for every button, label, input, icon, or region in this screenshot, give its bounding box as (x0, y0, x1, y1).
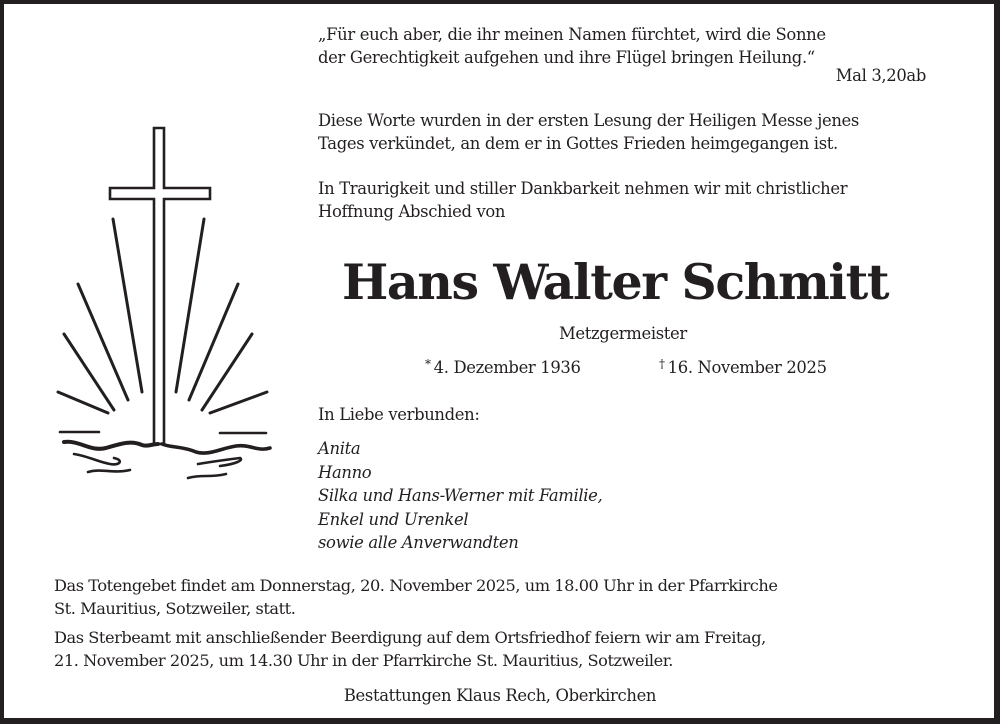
service-line: St. Mauritius, Sotzweiler, statt. (54, 599, 296, 618)
mourner-name: sowie alle Anverwandten (318, 533, 519, 552)
intro-line: Hoffnung Abschied von (318, 202, 506, 221)
service-line: Das Sterbeamt mit anschließender Beerdigung auf dem Ortsfriedhof feiern wir am Freitag, (54, 628, 766, 647)
intro-paragraph-1 (318, 109, 859, 155)
mourner-name: Anita (318, 439, 361, 458)
dagger-icon: † (659, 357, 665, 371)
deceased-name: Hans Walter Schmitt (342, 253, 889, 311)
intro-line: Tages verkündet, an dem er in Gottes Frieden heimgegangen ist. (318, 134, 838, 153)
mourners-heading: In Liebe verbunden: (318, 405, 480, 424)
service-line: 21. November 2025, um 14.30 Uhr in der Pfarrkirche St. Mauritius, Sotzweiler. (54, 651, 673, 670)
mourner-name: Enkel und Urenkel (318, 509, 469, 529)
funeral-service-info (54, 626, 766, 672)
quote-line: „Für euch aber, die ihr meinen Namen fürchtet, wird die Sonne (318, 25, 826, 44)
mourners-list (318, 437, 602, 555)
mourner-name: Silka und Hans-Werner mit Familie, (318, 486, 603, 505)
service-line: Das Totengebet findet am Donnerstag, 20. November 2025, um 18.00 Uhr in der Pfarrkirche (54, 576, 778, 595)
death-date-value: 16. November 2025 (667, 358, 827, 377)
bible-quote (318, 23, 826, 69)
prayer-service-info (54, 574, 778, 620)
birth-symbol: * (425, 357, 431, 371)
undertaker: Bestattungen Klaus Rech, Oberkirchen (343, 686, 657, 705)
birth-date (425, 353, 581, 379)
quote-reference: Mal 3,20ab (835, 66, 926, 85)
death-date (659, 353, 827, 379)
intro-paragraph-2 (318, 177, 847, 223)
cross-with-sunrays-icon (50, 122, 278, 492)
intro-line: Diese Worte wurden in der ersten Lesung der Heiligen Messe jenes (318, 111, 859, 130)
mourner-name: Hanno (318, 462, 372, 482)
intro-line: In Traurigkeit und stiller Dankbarkeit nehmen wir mit christlicher (318, 179, 848, 198)
death-notice (4, 4, 994, 718)
deceased-profession: Metzgermeister (559, 324, 687, 343)
birth-date-value: 4. Dezember 1936 (433, 358, 581, 377)
quote-line: der Gerechtigkeit aufgehen und ihre Flügel bringen Heilung.“ (318, 48, 815, 67)
